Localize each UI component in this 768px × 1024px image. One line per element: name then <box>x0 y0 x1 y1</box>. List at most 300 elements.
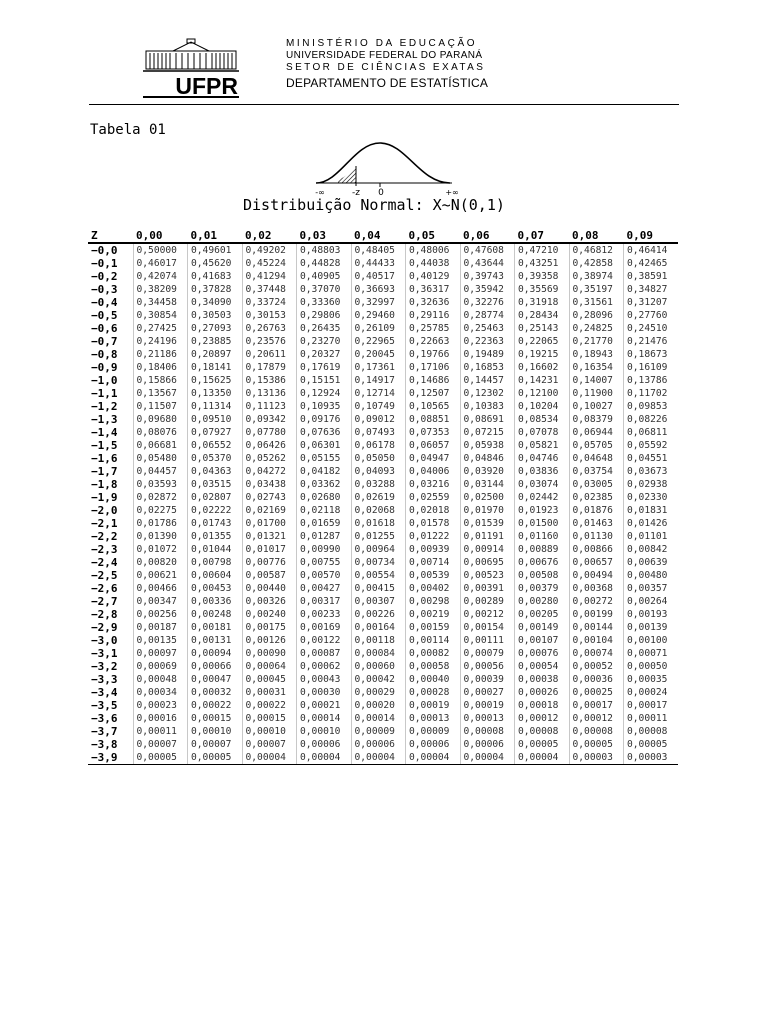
probability-cell: 0,27760 <box>624 309 679 322</box>
probability-cell: 0,42465 <box>624 257 679 270</box>
neg-infinity-label: -∞ <box>315 188 325 197</box>
z-value-cell: −3,0 <box>91 634 118 647</box>
column-header: 0,04 <box>351 229 406 243</box>
probability-cell: 0,49202 <box>242 243 297 257</box>
probability-cell: 0,00012 <box>569 712 624 725</box>
column-header: 0,06 <box>460 229 515 243</box>
probability-cell: 0,02807 <box>188 491 243 504</box>
probability-cell: 0,20611 <box>242 348 297 361</box>
probability-cell: 0,45224 <box>242 257 297 270</box>
table-row <box>88 491 678 504</box>
probability-cell: 0,07078 <box>515 426 570 439</box>
z-value-cell: −3,5 <box>91 699 118 712</box>
probability-cell: 0,00034 <box>133 686 188 699</box>
probability-cell: 0,00043 <box>297 673 352 686</box>
probability-cell: 0,00004 <box>351 751 406 765</box>
probability-cell: 0,39358 <box>515 270 570 283</box>
probability-cell: 0,00040 <box>406 673 461 686</box>
column-header: 0,01 <box>188 229 243 243</box>
probability-cell: 0,00004 <box>297 751 352 765</box>
table-row <box>88 413 678 426</box>
probability-cell: 0,02222 <box>188 504 243 517</box>
z-value-cell: −2,3 <box>91 543 118 556</box>
probability-cell: 0,00866 <box>569 543 624 556</box>
table-row <box>88 400 678 413</box>
table-row <box>88 335 678 348</box>
z-value-cell: −0,1 <box>91 257 118 270</box>
z-value-cell: −3,6 <box>91 712 118 725</box>
column-header: 0,05 <box>406 229 461 243</box>
probability-cell: 0,01130 <box>569 530 624 543</box>
probability-cell: 0,46414 <box>624 243 679 257</box>
probability-cell: 0,01578 <box>406 517 461 530</box>
probability-cell: 0,00639 <box>624 556 679 569</box>
probability-cell: 0,12924 <box>297 387 352 400</box>
probability-cell: 0,02330 <box>624 491 679 504</box>
probability-cell: 0,07927 <box>188 426 243 439</box>
probability-cell: 0,00205 <box>515 608 570 621</box>
probability-cell: 0,00020 <box>351 699 406 712</box>
probability-cell: 0,00415 <box>351 582 406 595</box>
probability-cell: 0,02385 <box>569 491 624 504</box>
table-row <box>88 751 678 765</box>
probability-cell: 0,07353 <box>406 426 461 439</box>
probability-cell: 0,13567 <box>133 387 188 400</box>
probability-cell: 0,34827 <box>624 283 679 296</box>
probability-cell: 0,00025 <box>569 686 624 699</box>
probability-cell: 0,10565 <box>406 400 461 413</box>
probability-cell: 0,00022 <box>188 699 243 712</box>
z-value-cell: −0,2 <box>91 270 118 283</box>
probability-cell: 0,00695 <box>460 556 515 569</box>
probability-cell: 0,01970 <box>460 504 515 517</box>
column-header: 0,09 <box>624 229 679 243</box>
probability-cell: 0,00006 <box>460 738 515 751</box>
probability-cell: 0,00026 <box>515 686 570 699</box>
probability-cell: 0,01426 <box>624 517 679 530</box>
probability-cell: 0,22663 <box>406 335 461 348</box>
table-header-row <box>88 229 678 243</box>
probability-cell: 0,00480 <box>624 569 679 582</box>
probability-cell: 0,14457 <box>460 374 515 387</box>
probability-cell: 0,00219 <box>406 608 461 621</box>
probability-cell: 0,00038 <box>515 673 570 686</box>
probability-cell: 0,15625 <box>188 374 243 387</box>
probability-cell: 0,00005 <box>188 751 243 765</box>
probability-cell: 0,00060 <box>351 660 406 673</box>
header-divider <box>89 104 679 105</box>
probability-cell: 0,28096 <box>569 309 624 322</box>
z-value-cell: −2,0 <box>91 504 118 517</box>
probability-cell: 0,03144 <box>460 478 515 491</box>
probability-cell: 0,44038 <box>406 257 461 270</box>
table-row <box>88 543 678 556</box>
probability-cell: 0,00139 <box>624 621 679 634</box>
probability-cell: 0,17361 <box>351 361 406 374</box>
probability-cell: 0,19766 <box>406 348 461 361</box>
probability-cell: 0,00004 <box>242 751 297 765</box>
probability-cell: 0,00064 <box>242 660 297 673</box>
probability-cell: 0,00005 <box>133 751 188 765</box>
probability-cell: 0,00008 <box>624 725 679 738</box>
probability-cell: 0,01659 <box>297 517 352 530</box>
probability-cell: 0,00003 <box>624 751 679 765</box>
probability-cell: 0,00016 <box>133 712 188 725</box>
probability-cell: 0,08379 <box>569 413 624 426</box>
column-header: 0,07 <box>515 229 570 243</box>
table-row <box>88 322 678 335</box>
probability-cell: 0,00114 <box>406 634 461 647</box>
probability-cell: 0,15151 <box>297 374 352 387</box>
probability-cell: 0,04006 <box>406 465 461 478</box>
probability-cell: 0,02680 <box>297 491 352 504</box>
probability-cell: 0,32636 <box>406 296 461 309</box>
probability-cell: 0,04363 <box>188 465 243 478</box>
probability-cell: 0,00427 <box>297 582 352 595</box>
probability-cell: 0,00036 <box>569 673 624 686</box>
normal-distribution-table <box>88 229 678 765</box>
probability-cell: 0,03515 <box>188 478 243 491</box>
probability-cell: 0,09680 <box>133 413 188 426</box>
probability-cell: 0,21770 <box>569 335 624 348</box>
probability-cell: 0,34090 <box>188 296 243 309</box>
probability-cell: 0,00024 <box>624 686 679 699</box>
probability-cell: 0,02938 <box>624 478 679 491</box>
probability-cell: 0,09176 <box>297 413 352 426</box>
probability-cell: 0,00017 <box>569 699 624 712</box>
probability-cell: 0,10027 <box>569 400 624 413</box>
probability-cell: 0,30854 <box>133 309 188 322</box>
probability-cell: 0,01463 <box>569 517 624 530</box>
probability-cell: 0,00122 <box>297 634 352 647</box>
probability-cell: 0,24510 <box>624 322 679 335</box>
probability-cell: 0,48006 <box>406 243 461 257</box>
probability-cell: 0,29116 <box>406 309 461 322</box>
probability-cell: 0,01500 <box>515 517 570 530</box>
table-row <box>88 257 678 270</box>
probability-cell: 0,44433 <box>351 257 406 270</box>
probability-cell: 0,00523 <box>460 569 515 582</box>
probability-cell: 0,07780 <box>242 426 297 439</box>
probability-cell: 0,00054 <box>515 660 570 673</box>
probability-cell: 0,05821 <box>515 439 570 452</box>
probability-cell: 0,17879 <box>242 361 297 374</box>
probability-cell: 0,00018 <box>515 699 570 712</box>
table-row <box>88 296 678 309</box>
probability-cell: 0,00107 <box>515 634 570 647</box>
probability-cell: 0,04746 <box>515 452 570 465</box>
probability-cell: 0,00307 <box>351 595 406 608</box>
probability-cell: 0,01101 <box>624 530 679 543</box>
institution-header <box>286 38 489 90</box>
z-value-cell: −2,7 <box>91 595 118 608</box>
probability-cell: 0,00264 <box>624 595 679 608</box>
probability-cell: 0,03836 <box>515 465 570 478</box>
probability-cell: 0,41294 <box>242 270 297 283</box>
probability-cell: 0,31207 <box>624 296 679 309</box>
probability-cell: 0,00013 <box>406 712 461 725</box>
probability-cell: 0,02442 <box>515 491 570 504</box>
probability-cell: 0,32997 <box>351 296 406 309</box>
probability-cell: 0,00317 <box>297 595 352 608</box>
probability-cell: 0,23270 <box>297 335 352 348</box>
probability-cell: 0,35942 <box>460 283 515 296</box>
probability-cell: 0,00007 <box>188 738 243 751</box>
probability-cell: 0,00100 <box>624 634 679 647</box>
probability-cell: 0,00256 <box>133 608 188 621</box>
probability-cell: 0,20897 <box>188 348 243 361</box>
probability-cell: 0,00066 <box>188 660 243 673</box>
probability-cell: 0,18406 <box>133 361 188 374</box>
probability-cell: 0,43251 <box>515 257 570 270</box>
probability-cell: 0,00889 <box>515 543 570 556</box>
z-value-cell: −0,3 <box>91 283 118 296</box>
probability-cell: 0,00226 <box>351 608 406 621</box>
probability-cell: 0,46812 <box>569 243 624 257</box>
probability-cell: 0,13350 <box>188 387 243 400</box>
table-row <box>88 465 678 478</box>
probability-cell: 0,25463 <box>460 322 515 335</box>
probability-cell: 0,40905 <box>297 270 352 283</box>
probability-cell: 0,15386 <box>242 374 297 387</box>
probability-cell: 0,00010 <box>242 725 297 738</box>
probability-cell: 0,25143 <box>515 322 570 335</box>
probability-cell: 0,00007 <box>133 738 188 751</box>
probability-cell: 0,11507 <box>133 400 188 413</box>
probability-cell: 0,20045 <box>351 348 406 361</box>
probability-cell: 0,02743 <box>242 491 297 504</box>
probability-cell: 0,03920 <box>460 465 515 478</box>
probability-cell: 0,22965 <box>351 335 406 348</box>
probability-cell: 0,01539 <box>460 517 515 530</box>
probability-cell: 0,00006 <box>297 738 352 751</box>
probability-cell: 0,08691 <box>460 413 515 426</box>
probability-cell: 0,29806 <box>297 309 352 322</box>
probability-cell: 0,01017 <box>242 543 297 556</box>
probability-cell: 0,00144 <box>569 621 624 634</box>
probability-cell: 0,40129 <box>406 270 461 283</box>
probability-cell: 0,04551 <box>624 452 679 465</box>
probability-cell: 0,00212 <box>460 608 515 621</box>
probability-cell: 0,00087 <box>297 647 352 660</box>
probability-cell: 0,26435 <box>297 322 352 335</box>
probability-cell: 0,00014 <box>351 712 406 725</box>
table-row <box>88 699 678 712</box>
probability-cell: 0,00028 <box>406 686 461 699</box>
probability-cell: 0,37448 <box>242 283 297 296</box>
probability-cell: 0,05592 <box>624 439 679 452</box>
probability-cell: 0,01618 <box>351 517 406 530</box>
probability-cell: 0,00008 <box>460 725 515 738</box>
probability-cell: 0,00798 <box>188 556 243 569</box>
probability-cell: 0,00734 <box>351 556 406 569</box>
probability-cell: 0,06057 <box>406 439 461 452</box>
z-value-cell: −0,8 <box>91 348 118 361</box>
probability-cell: 0,00010 <box>188 725 243 738</box>
probability-cell: 0,27093 <box>188 322 243 335</box>
probability-cell: 0,00062 <box>297 660 352 673</box>
z-value-cell: −2,5 <box>91 569 118 582</box>
z-column-header: Z <box>88 229 133 243</box>
probability-cell: 0,02500 <box>460 491 515 504</box>
z-value-cell: −3,9 <box>88 751 133 765</box>
probability-cell: 0,00009 <box>351 725 406 738</box>
probability-cell: 0,20327 <box>297 348 352 361</box>
probability-cell: 0,00005 <box>515 738 570 751</box>
z-value-cell: −0,0 <box>91 244 118 257</box>
probability-cell: 0,00126 <box>242 634 297 647</box>
probability-cell: 0,00175 <box>242 621 297 634</box>
table-row <box>88 569 678 582</box>
probability-cell: 0,01743 <box>188 517 243 530</box>
probability-cell: 0,00402 <box>406 582 461 595</box>
probability-cell: 0,12714 <box>351 387 406 400</box>
probability-cell: 0,00021 <box>297 699 352 712</box>
probability-cell: 0,35197 <box>569 283 624 296</box>
probability-cell: 0,02169 <box>242 504 297 517</box>
probability-cell: 0,00052 <box>569 660 624 673</box>
probability-cell: 0,08851 <box>406 413 461 426</box>
probability-cell: 0,00074 <box>569 647 624 660</box>
probability-cell: 0,06178 <box>351 439 406 452</box>
probability-cell: 0,00453 <box>188 582 243 595</box>
probability-cell: 0,01355 <box>188 530 243 543</box>
probability-cell: 0,11702 <box>624 387 679 400</box>
probability-cell: 0,00714 <box>406 556 461 569</box>
probability-cell: 0,04648 <box>569 452 624 465</box>
probability-cell: 0,00004 <box>460 751 515 765</box>
probability-cell: 0,21186 <box>133 348 188 361</box>
probability-cell: 0,00006 <box>406 738 461 751</box>
probability-cell: 0,06301 <box>297 439 352 452</box>
probability-cell: 0,05480 <box>133 452 188 465</box>
probability-cell: 0,00164 <box>351 621 406 634</box>
probability-cell: 0,00032 <box>188 686 243 699</box>
neg-z-label: -z <box>352 188 360 198</box>
z-value-cell: −0,7 <box>91 335 118 348</box>
probability-cell: 0,31918 <box>515 296 570 309</box>
probability-cell: 0,39743 <box>460 270 515 283</box>
z-value-cell: −3,3 <box>91 673 118 686</box>
probability-cell: 0,00014 <box>297 712 352 725</box>
table-row <box>88 582 678 595</box>
probability-cell: 0,00494 <box>569 569 624 582</box>
probability-cell: 0,00019 <box>460 699 515 712</box>
probability-cell: 0,01700 <box>242 517 297 530</box>
probability-cell: 0,06811 <box>624 426 679 439</box>
probability-cell: 0,14686 <box>406 374 461 387</box>
probability-cell: 0,00240 <box>242 608 297 621</box>
university-name: UNIVERSIDADE FEDERAL DO PARANÁ <box>286 50 483 61</box>
probability-cell: 0,01876 <box>569 504 624 517</box>
probability-cell: 0,00003 <box>569 751 624 765</box>
probability-cell: 0,00149 <box>515 621 570 634</box>
table-row <box>88 243 678 257</box>
probability-cell: 0,00022 <box>242 699 297 712</box>
table-row <box>88 634 678 647</box>
probability-cell: 0,47210 <box>515 243 570 257</box>
probability-cell: 0,00118 <box>351 634 406 647</box>
table-row <box>88 270 678 283</box>
probability-cell: 0,50000 <box>133 243 188 257</box>
probability-cell: 0,10383 <box>460 400 515 413</box>
probability-cell: 0,00006 <box>351 738 406 751</box>
probability-cell: 0,23576 <box>242 335 297 348</box>
probability-cell: 0,12507 <box>406 387 461 400</box>
probability-cell: 0,01923 <box>515 504 570 517</box>
probability-cell: 0,05938 <box>460 439 515 452</box>
pos-infinity-label: +∞ <box>445 188 459 197</box>
z-value-cell: −1,6 <box>91 452 118 465</box>
probability-cell: 0,48803 <box>297 243 352 257</box>
probability-cell: 0,00029 <box>351 686 406 699</box>
probability-cell: 0,01831 <box>624 504 679 517</box>
probability-cell: 0,08534 <box>515 413 570 426</box>
probability-cell: 0,00004 <box>406 751 461 765</box>
probability-cell: 0,18673 <box>624 348 679 361</box>
probability-cell: 0,00076 <box>515 647 570 660</box>
z-value-cell: −3,1 <box>91 647 118 660</box>
table-row <box>88 686 678 699</box>
probability-cell: 0,00289 <box>460 595 515 608</box>
table-row <box>88 283 678 296</box>
probability-cell: 0,17106 <box>406 361 461 374</box>
probability-cell: 0,13786 <box>624 374 679 387</box>
probability-cell: 0,16109 <box>624 361 679 374</box>
probability-cell: 0,11314 <box>188 400 243 413</box>
figure-caption: Distribuição Normal: X~N(0,1) <box>243 196 505 214</box>
z-value-cell: −1,0 <box>91 374 118 387</box>
probability-cell: 0,02118 <box>297 504 352 517</box>
probability-cell: 0,03754 <box>569 465 624 478</box>
probability-cell: 0,12100 <box>515 387 570 400</box>
probability-cell: 0,00554 <box>351 569 406 582</box>
probability-cell: 0,00604 <box>188 569 243 582</box>
z-value-cell: −0,9 <box>91 361 118 374</box>
table-row <box>88 738 678 751</box>
logo-text: UFPR <box>175 73 238 99</box>
probability-cell: 0,00187 <box>133 621 188 634</box>
probability-cell: 0,05262 <box>242 452 297 465</box>
table-row <box>88 387 678 400</box>
probability-cell: 0,13136 <box>242 387 297 400</box>
probability-cell: 0,00939 <box>406 543 461 556</box>
probability-cell: 0,09012 <box>351 413 406 426</box>
probability-cell: 0,16602 <box>515 361 570 374</box>
probability-cell: 0,00111 <box>460 634 515 647</box>
probability-cell: 0,00135 <box>133 634 188 647</box>
probability-cell: 0,00272 <box>569 595 624 608</box>
table-row <box>88 621 678 634</box>
probability-cell: 0,01072 <box>133 543 188 556</box>
z-value-cell: −2,2 <box>91 530 118 543</box>
probability-cell: 0,02872 <box>133 491 188 504</box>
probability-cell: 0,00004 <box>515 751 570 765</box>
probability-cell: 0,06552 <box>188 439 243 452</box>
z-value-cell: −1,5 <box>91 439 118 452</box>
probability-cell: 0,00233 <box>297 608 352 621</box>
probability-cell: 0,36693 <box>351 283 406 296</box>
probability-cell: 0,14231 <box>515 374 570 387</box>
probability-cell: 0,40517 <box>351 270 406 283</box>
probability-cell: 0,03362 <box>297 478 352 491</box>
z-value-cell: −3,7 <box>91 725 118 738</box>
probability-cell: 0,06944 <box>569 426 624 439</box>
probability-cell: 0,00248 <box>188 608 243 621</box>
probability-cell: 0,00047 <box>188 673 243 686</box>
probability-cell: 0,30503 <box>188 309 243 322</box>
table-row <box>88 439 678 452</box>
